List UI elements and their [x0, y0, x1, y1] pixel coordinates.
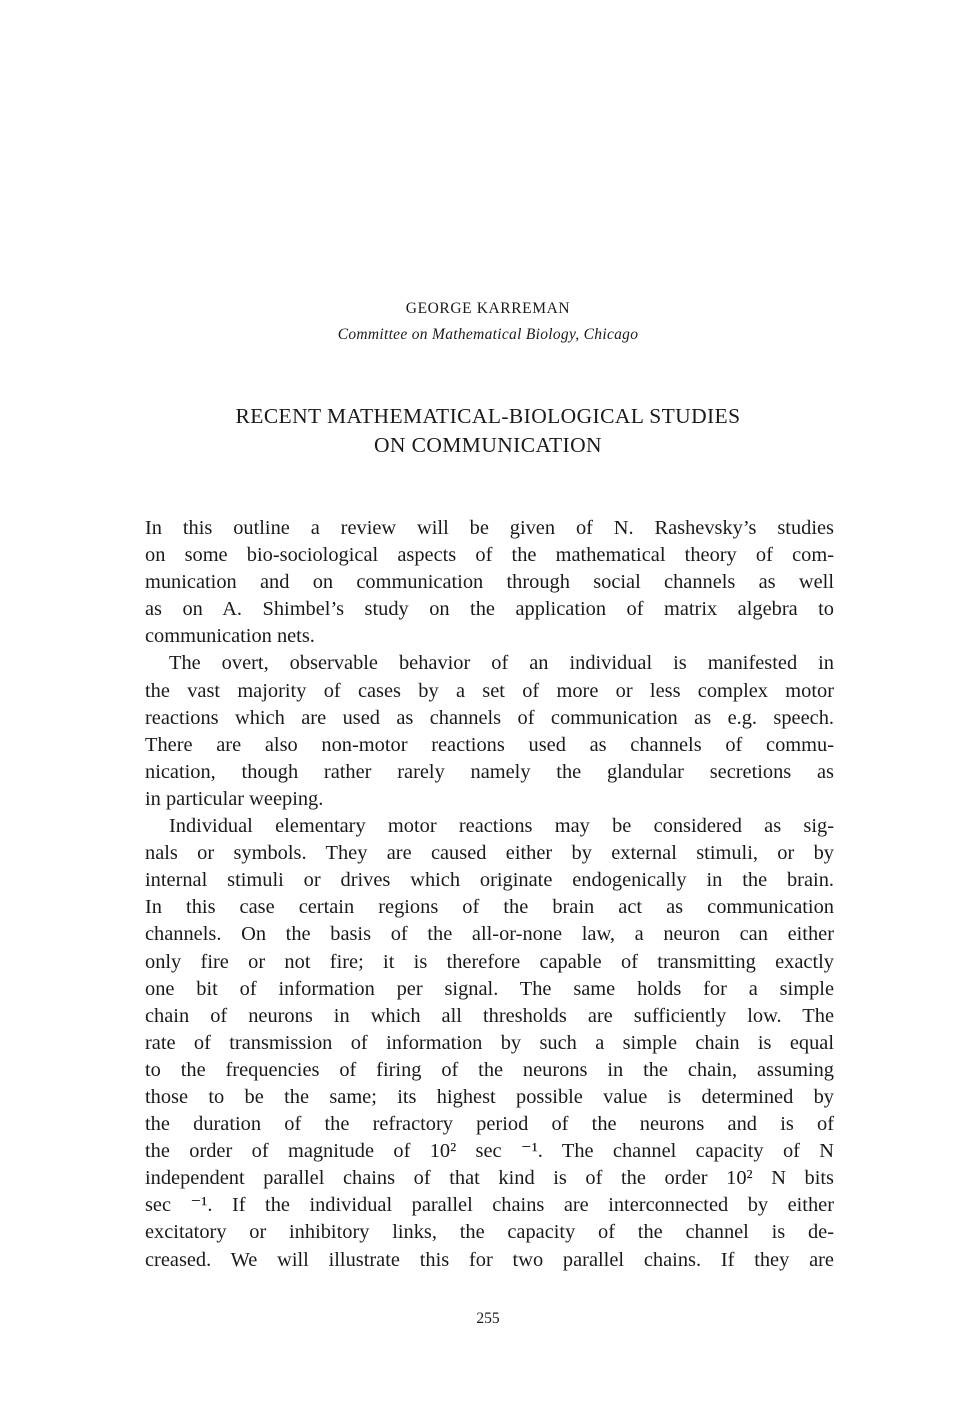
- text-line: as on A. Shimbel’s study on the application of matrix algebra to: [145, 598, 834, 621]
- author-name: GEORGE KARREMAN: [405, 300, 571, 317]
- text-line: nals or symbols. They are caused either by external stimuli, or by: [145, 842, 834, 865]
- text-line: communication nets.: [145, 625, 315, 648]
- text-line: reactions which are used as channels of communication as e.g. speech.: [145, 706, 834, 729]
- text-line: In this outline a review will be given of N. Rashevsky’s studies: [145, 517, 834, 539]
- paragraph: [145, 813, 834, 1274]
- text-line: to the frequencies of firing of the neurons in the chain, assuming: [145, 1058, 834, 1081]
- text-line: chain of neurons in which all thresholds are sufficiently low. The: [145, 1004, 834, 1027]
- text-line: internal stimuli or drives which originate endogenically in the brain.: [145, 869, 834, 892]
- text-line: the vast majority of cases by a set of more or less complex motor: [145, 679, 834, 702]
- article-body: [145, 515, 834, 1274]
- text-line: independent parallel chains of that kind is of the order 10² N bits: [145, 1167, 834, 1190]
- text-line: The overt, observable behavior of an individual is manifested in: [169, 652, 834, 675]
- text-line: one bit of information per signal. The same holds for a simple: [145, 977, 834, 1000]
- page-number: 255: [476, 1310, 500, 1327]
- text-line: Individual elementary motor reactions may be considered as sig-: [169, 815, 834, 838]
- text-line: those to be the same; its highest possible value is determined by: [145, 1085, 834, 1108]
- text-line: on some bio-sociological aspects of the mathematical theory of com-: [145, 544, 834, 567]
- text-line: in particular weeping.: [145, 787, 324, 810]
- article-title: [0, 402, 976, 460]
- text-line: rate of transmission of information by such a simple chain is equal: [145, 1031, 834, 1054]
- text-line: There are also non-motor reactions used as channels of commu-: [145, 733, 834, 756]
- text-line: munication and on communication through social channels as well: [145, 571, 834, 594]
- text-line: excitatory or inhibitory links, the capacity of the channel is de-: [145, 1221, 834, 1244]
- text-line: only fire or not fire; it is therefore capable of transmitting exactly: [145, 950, 834, 973]
- text-line: the duration of the refractory period of the neurons and is of: [145, 1113, 834, 1136]
- author-affiliation: Committee on Mathematical Biology, Chicago: [337, 326, 639, 343]
- text-line: sec ⁻¹. If the individual parallel chains are interconnected by either: [145, 1194, 834, 1217]
- text-line: channels. On the basis of the all-or-none law, a neuron can either: [145, 923, 834, 946]
- paragraph: [145, 515, 834, 650]
- text-line: the order of magnitude of 10² sec ⁻¹. The channel capacity of N: [145, 1140, 834, 1163]
- text-line: creased. We will illustrate this for two parallel chains. If they are: [145, 1248, 834, 1271]
- text-line: In this case certain regions of the brain act as communication: [145, 896, 834, 919]
- paragraph: [145, 650, 834, 813]
- article-title-line: RECENT MATHEMATICAL-BIOLOGICAL STUDIES: [235, 404, 741, 428]
- text-line: nication, though rather rarely namely the glandular secretions as: [145, 760, 834, 783]
- article-title-line: ON COMMUNICATION: [374, 433, 602, 457]
